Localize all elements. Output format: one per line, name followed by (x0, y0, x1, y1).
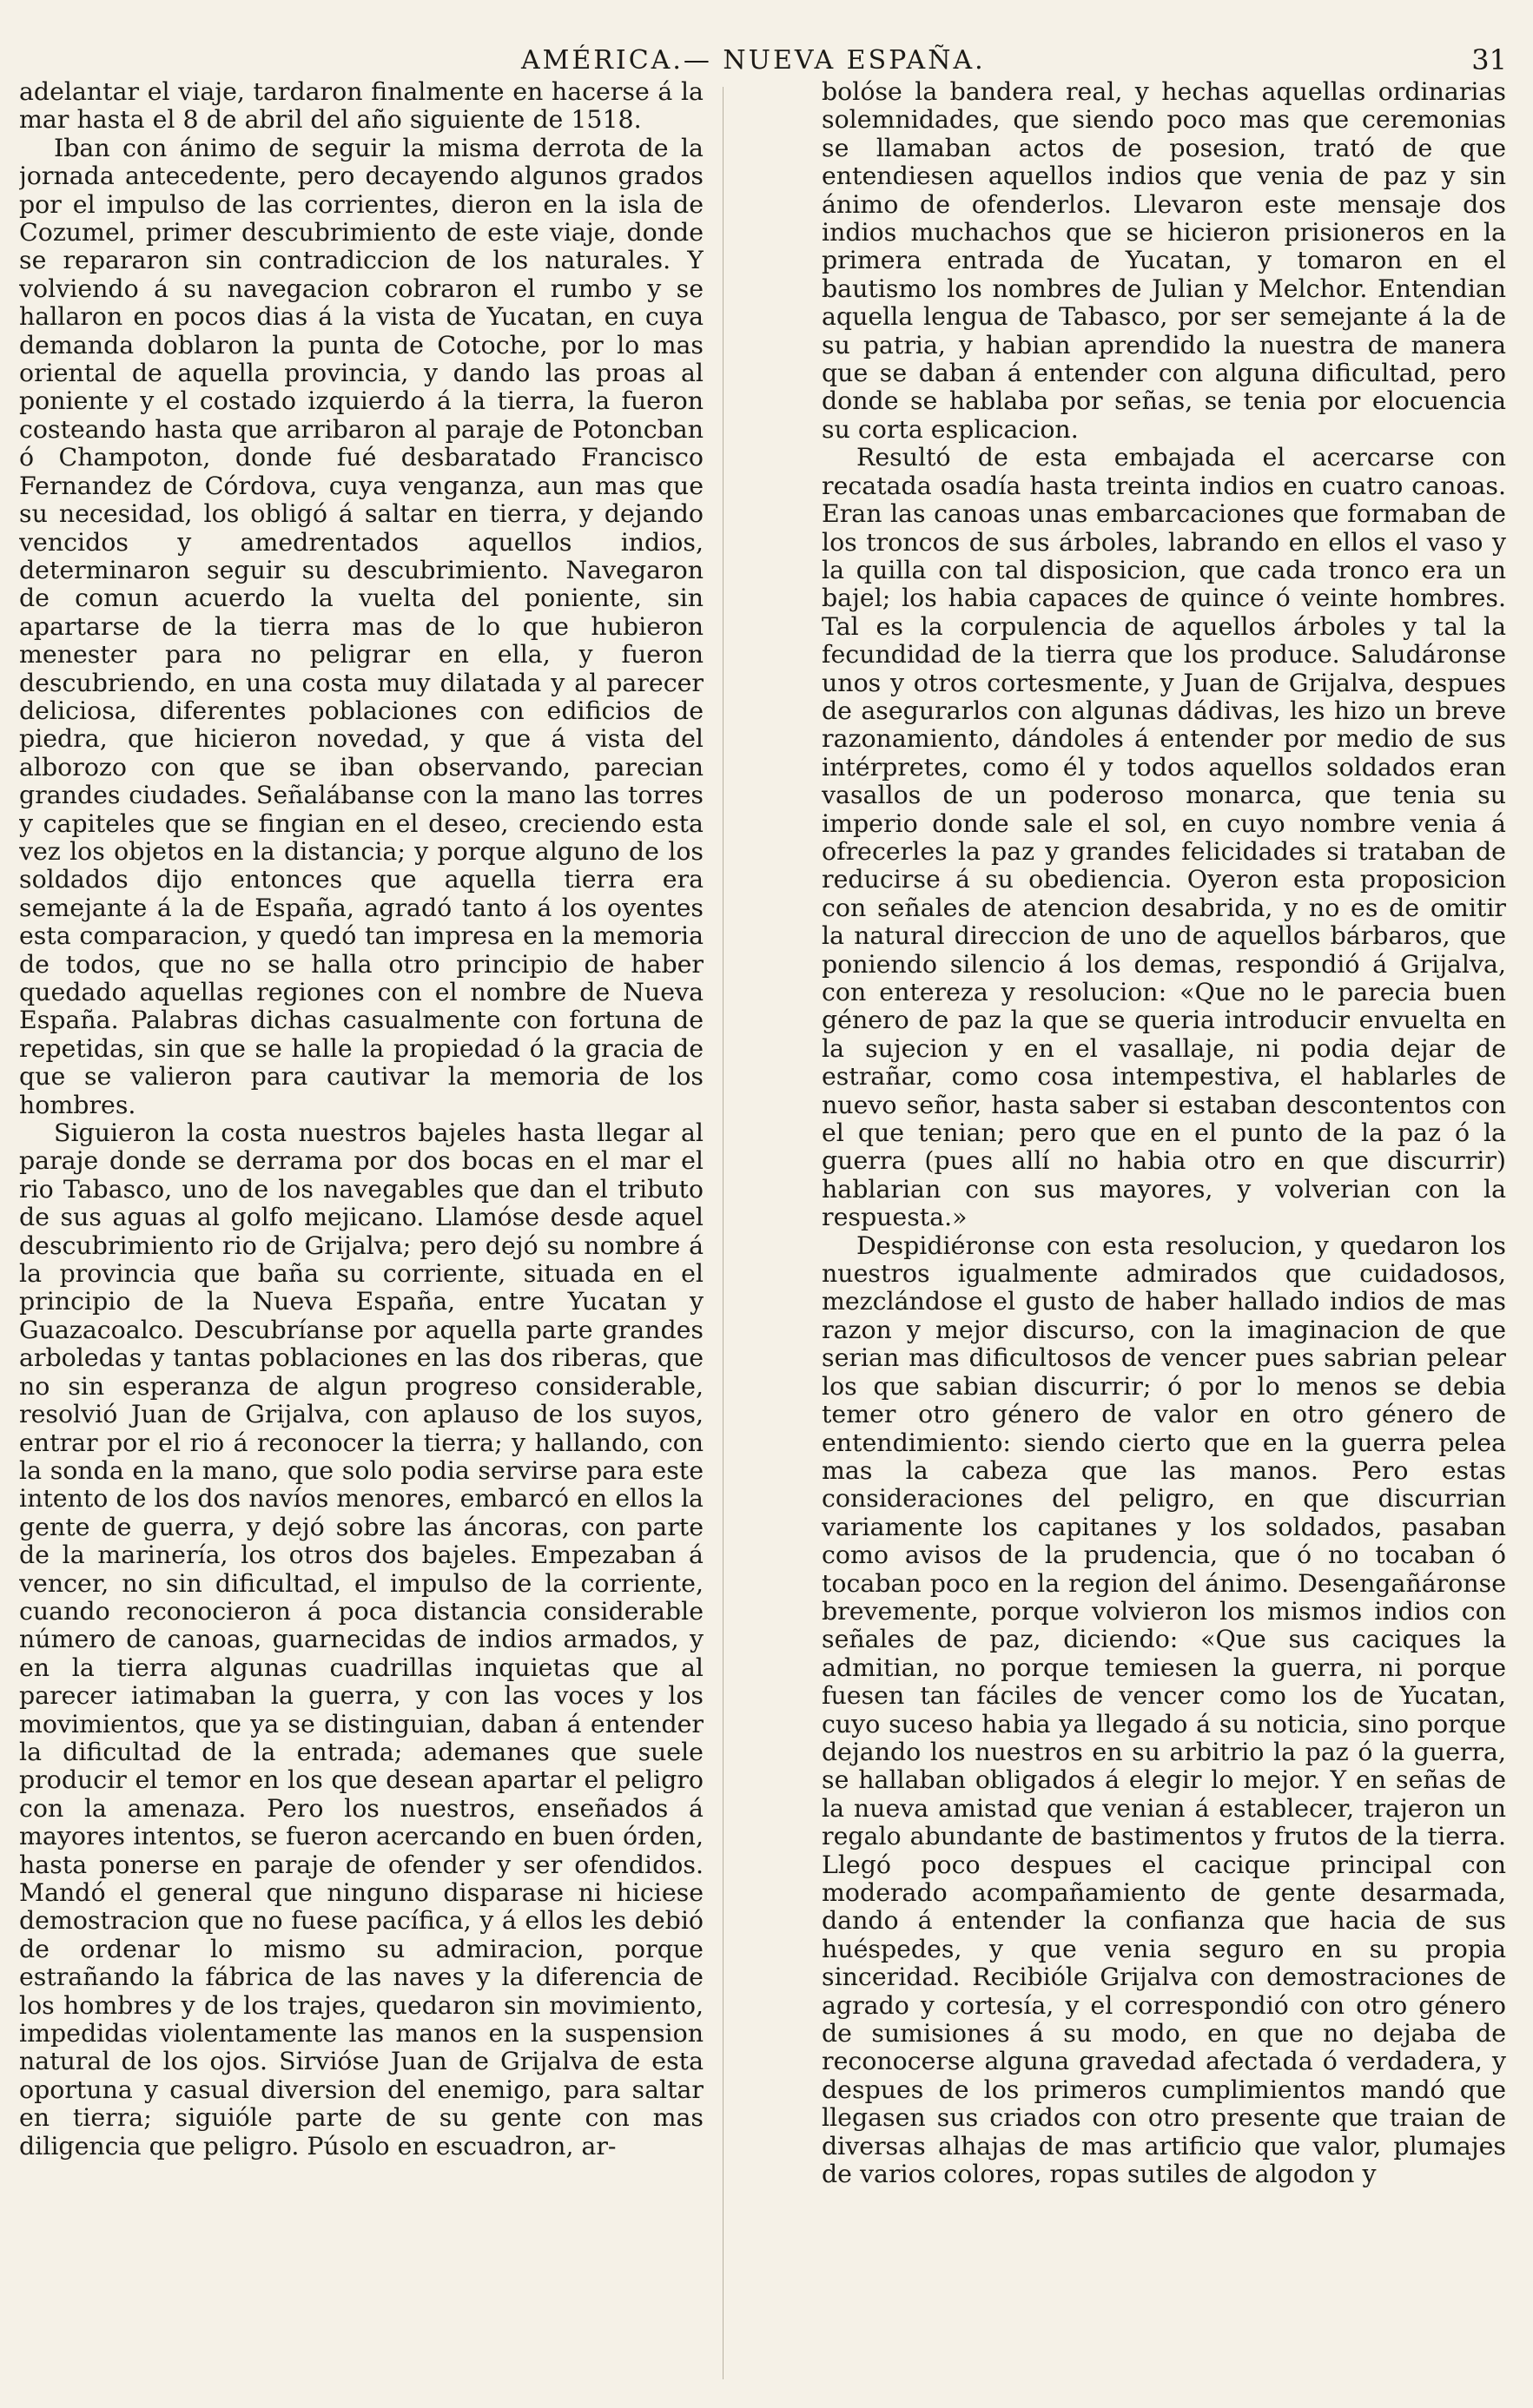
paragraph: Iban con ánimo de seguir la misma derrota de la jornada antecedente, pero decayendo algunos grados por el impulso de las corrientes, dieron en la isla de Cozumel, primer descubrimiento de este viaje, donde se repararon sin contradiccion de los naturales. Y volviendo á su navegacion cobraron el rumbo y se hallaron en pocos dias á la vista de Yucatan, en cuya demanda doblaron la punta de Cotoche, por lo mas oriental de aquella provincia, y dando las proas al poniente y el costado izquierdo á la tierra, la fueron costeando hasta que arribaron al paraje de Potoncban ó Champoton, donde fué desbaratado Francisco Fernandez de Córdova, cuya venganza, aun mas que su necesidad, los obligó á saltar en tierra, y dejando vencidos y amedrentados aquellos indios, determinaron seguir su descubrimiento. Navegaron de comun acuerdo la vuelta del poniente, sin apartarse de la tierra mas de lo que hubieron menester para no peligrar en ella, y fueron descubriendo, en una costa muy dilatada y al parecer deliciosa, diferentes poblaciones con edificios de piedra, que hicieron novedad, y que á vista del alborozo con que se iban observando, parecian grandes ciudades. Señalábanse con la mano las torres y capiteles que se fingian en el deseo, creciendo esta vez los objetos en la distancia; y porque alguno de los soldados dijo entonces que aquella tierra era semejante á la de España, agradó tanto á los oyentes esta comparacion, y quedó tan impresa en la memoria de todos, que no se halla otro principio de haber quedado aquellas regiones con el nombre de Nueva España. Palabras dichas casualmente con fortuna de repetidas, sin que se halle la propiedad ó la gracia de que se valieron para cautivar la memoria de los hombres. (19, 133, 704, 1119)
paragraph: bolóse la bandera real, y hechas aquellas ordinarias solemnidades, que siendo poco mas que ceremonias se llamaban actos de posesion, trató de que entendiesen aquellos indios que venia de paz y sin ánimo de ofenderlos. Llevaron este mensaje dos indios muchachos que se hicieron prisioneros en la primera entrada de Yucatan, y tomaron en el bautismo los nombres de Julian y Melchor. Entendian aquella lengua de Tabasco, por ser semejante á la de su patria, y habian aprendido la nuestra de manera que se daban á entender con alguna dificultad, pero donde se hablaba por señas, se tenia por elocuencia su corta esplicacion. (822, 78, 1506, 444)
paragraph: Siguieron la costa nuestros bajeles hasta llegar al paraje donde se derrama por dos bocas en el mar el rio Tabasco, uno de los navegables que dan el tributo de sus aguas al golfo mejicano. Llamóse desde aquel descubrimiento rio de Grijalva; pero dejó su nombre á la provincia que baña su corriente, situada en el principio de la Nueva España, entre Yucatan y Guazacoalco. Descubríanse por aquella parte grandes arboledas y tantas poblaciones en las dos riberas, que no sin esperanza de algun progreso considerable, resolvió Juan de Grijalva, con aplauso de los suyos, entrar por el rio á reconocer la tierra; y hallando, con la sonda en la mano, que solo podia servirse para este intento de los dos navíos menores, embarcó en ellos la gente de guerra, y dejó sobre las áncoras, con parte de la marinería, los otros dos bajeles. Empezaban á vencer, no sin dificultad, el impulso de la corriente, cuando reconocieron á poca distancia considerable número de canoas, guarnecidas de indios armados, y en la tierra algunas cuadrillas inquietas que al parecer iatimaban la guerra, y con las voces y los movimientos, que ya se distinguian, daban á entender la dificultad de la entrada; ademanes que suele producir el temor en los que desean apartar el peligro con la amenaza. Pero los nuestros, enseñados á mayores intentos, se fueron acercando en buen órden, hasta ponerse en paraje de ofender y ser ofendidos. Mandó el general que ninguno disparase ni hiciese demostracion que no fuese pacífica, y á ellos les debió de ordenar lo mismo su admiracion, porque estrañando la fábrica de las naves y la diferencia de los hombres y de los trajes, quedaron sin movimiento, impedidas violentamente las manos en la suspension natural de los ojos. Sirvióse Juan de Grijalva de esta oportuna y casual diversion del enemigo, para saltar en tierra; siguióle parte de su gente con mas diligencia que peligro. Púsolo en escuadron, ar- (19, 1118, 704, 2161)
paragraph: Resultó de esta embajada el acercarse con recatada osadía hasta treinta indios en cuatro canoas. Eran las canoas unas embarcaciones que formaban de los troncos de sus árboles, labrando en ellos el vaso y la quilla con tal disposicion, que cada tronco era un bajel; los habia capaces de quince ó veinte hombres. Tal es la corpulencia de aquellos árboles y tal la fecundidad de la tierra que los produce. Saludáronse unos y otros cortesmente, y Juan de Grijalva, despues de asegurarlos con algunas dádivas, les hizo un breve razonamiento, dándoles á entender por medio de sus intérpretes, como él y todos aquellos soldados eran vasallos de un poderoso monarca, que tenia su imperio donde sale el sol, en cuyo nombre venia á ofrecerles la paz y grandes felicidades si trataban de reducirse á su obediencia. Oyeron esta proposicion con señales de atencion desabrida, y no es de omitir la natural direccion de uno de aquellos bárbaros, que poniendo silencio á los demas, respondió á Grijalva, con entereza y resolucion: «Que no le parecia buen género de paz la que se queria introducir envuelta en la sujecion y en el vasallaje, ni podia dejar de estrañar, como cosa intempestiva, el hablarles de nuevo señor, hasta saber si estaban descontentos con el que tenian; pero que en el punto de la paz ó la guerra (pues allí no habia otro en que discurrir) hablarian con sus mayores, y volverian con la respuesta.» (822, 443, 1506, 1232)
column-divider (723, 87, 724, 2379)
left-column (19, 78, 704, 2397)
running-head-title: AMÉRICA.— NUEVA ESPAÑA. (521, 45, 986, 76)
right-column (822, 78, 1506, 2397)
running-head (0, 0, 1533, 78)
paragraph: adelantar el viaje, tardaron finalmente en hacerse á la mar hasta el 8 de abril del año siguiente de 1518. (19, 78, 704, 135)
paragraph: Despidiéronse con esta resolucion, y quedaron los nuestros igualmente admirados que cuidadosos, mezclándose el gusto de haber hallado indios de mas razon y mejor discurso, con la imaginacion de que serian mas dificultosos de vencer pues sabrian pelear los que sabian discurrir; ó por lo menos se debia temer otro género de valor en otro género de entendimiento: siendo cierto que en la guerra pelea mas la cabeza que las manos. Pero estas consideraciones del peligro, en que discurrian variamente los capitanes y los soldados, pasaban como avisos de la prudencia, que ó no tocaban ó tocaban poco en la region del ánimo. Desengañáronse brevemente, porque volvieron los mismos indios con señales de paz, diciendo: «Que sus caciques la admitian, no porque temiesen la guerra, ni porque fuesen tan fáciles de vencer como los de Yucatan, cuyo suceso habia ya llegado á su noticia, sino porque dejando los nuestros en su arbitrio la paz ó la guerra, se hallaban obligados á elegir lo mejor. Y en señas de la nueva amistad que venian á establecer, trajeron un regalo abundante de bastimentos y frutos de la tierra. Llegó poco despues el cacique principal con moderado acompañamiento de gente desarmada, dando á entender la confianza que hacia de sus huéspedes, y que venia seguro en su propia sinceridad. Recibióle Grijalva con demostraciones de agrado y cortesía, y el correspondió con otro género de sumisiones á su modo, en que no dejaba de reconocerse alguna gravedad afectada ó verdadera, y despues de los primeros cumplimientos mandó que llegasen sus criados con otro presente que traian de diversas alhajas de mas artificio que valor, plumajes de varios colores, ropas sutiles de algodon y (822, 1230, 1506, 2189)
page-number: 31 (1471, 43, 1507, 76)
